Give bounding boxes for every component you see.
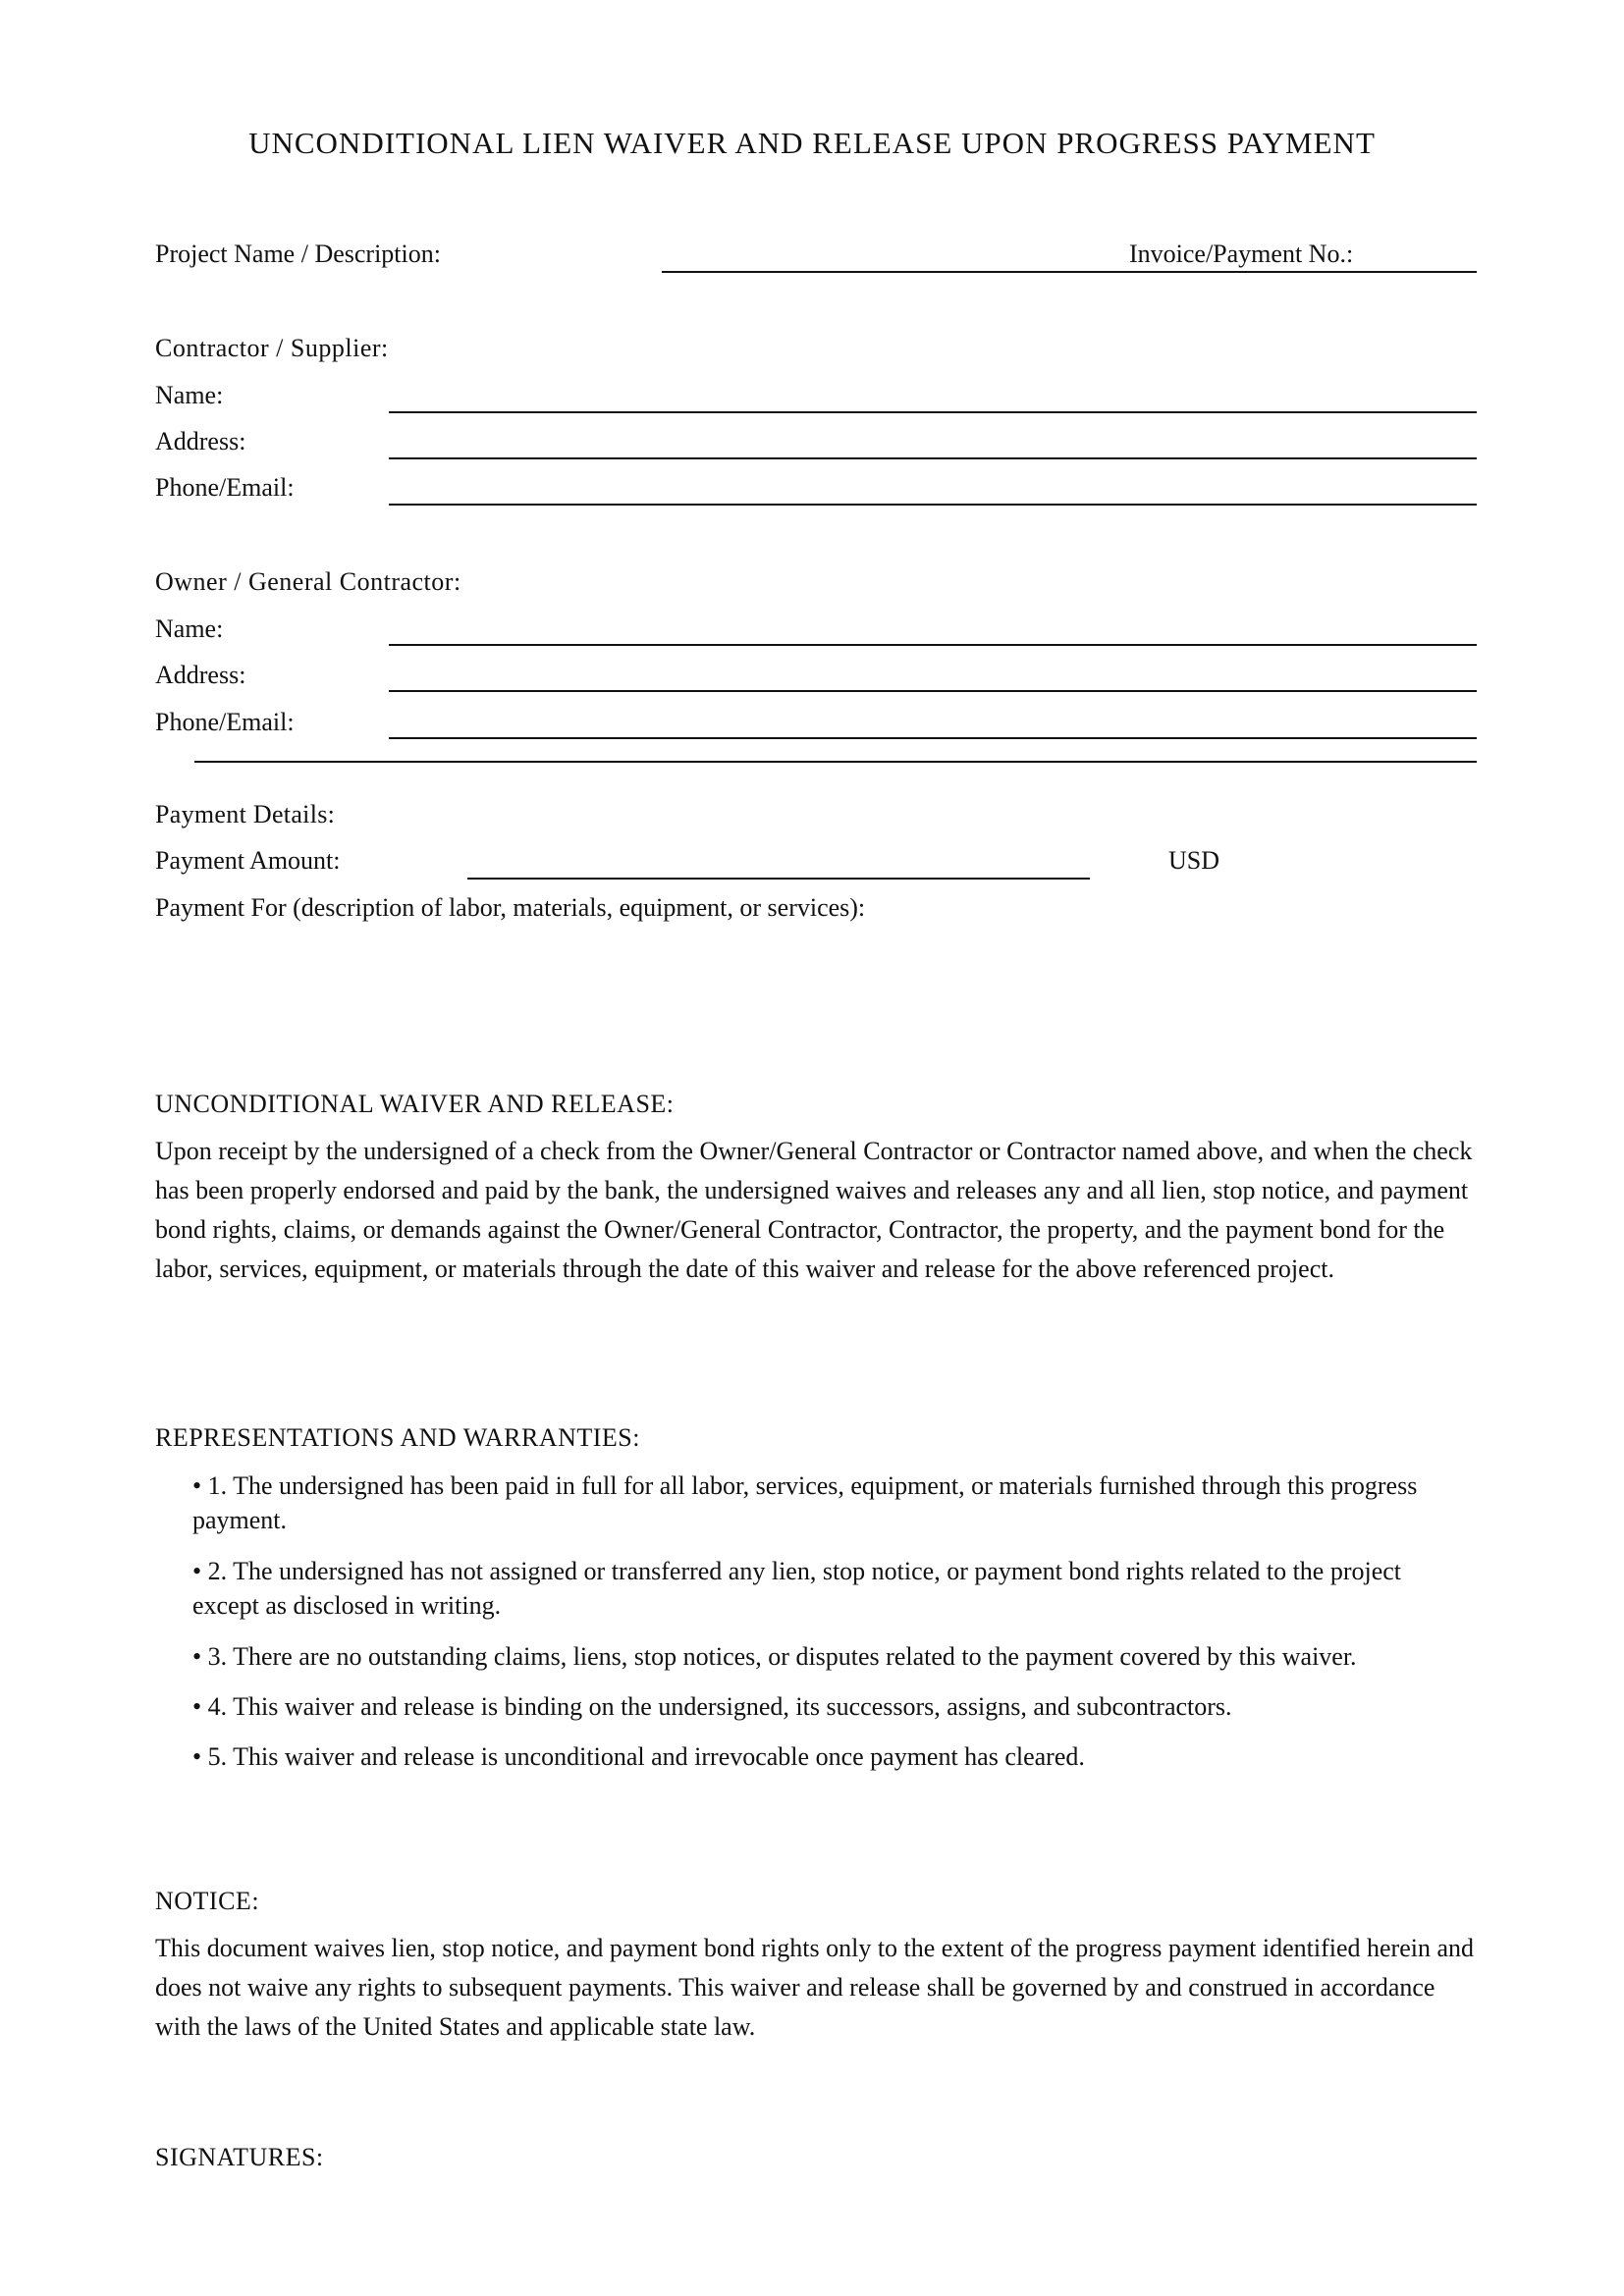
payment-amount-field[interactable]	[467, 878, 1090, 880]
contractor-address-field[interactable]	[389, 457, 1477, 459]
notice-heading: NOTICE:	[155, 1887, 260, 1915]
contractor-contact-label: Phone/Email:	[155, 473, 295, 502]
representation-item-2: • 2. The undersigned has not assigned or transferred any lien, stop notice, or payment bond rights related to the project except as disclosed in writing.	[192, 1557, 1402, 1620]
representation-item-4: • 4. This waiver and release is binding on the undersigned, its successors, assigns, and subcontractors.	[192, 1692, 1232, 1721]
representations-heading: REPRESENTATIONS AND WARRANTIES:	[155, 1423, 640, 1452]
invoice-number-label: Invoice/Payment No.:	[1129, 240, 1354, 268]
contractor-name-label: Name:	[155, 381, 224, 409]
owner-name-field[interactable]	[389, 644, 1477, 646]
owner-name-label: Name:	[155, 614, 224, 643]
representation-item-1: • 1. The undersigned has been paid in full for all labor, services, equipment, or materials furnished through this progress payment.	[192, 1471, 1418, 1534]
owner-address-field[interactable]	[389, 690, 1477, 692]
contractor-name-field[interactable]	[389, 411, 1477, 413]
project-name-field[interactable]	[662, 271, 1477, 273]
contractor-address-label: Address:	[155, 427, 246, 455]
waiver-heading: UNCONDITIONAL WAIVER AND RELEASE:	[155, 1090, 675, 1118]
owner-heading: Owner / General Contractor:	[155, 567, 461, 596]
owner-contact-field[interactable]	[389, 737, 1477, 739]
contractor-contact-field[interactable]	[389, 504, 1477, 506]
contractor-heading: Contractor / Supplier:	[155, 334, 389, 362]
waiver-body: Upon receipt by the undersigned of a check from the Owner/General Contractor or Contractor named above, and when the check has been properly endorsed and paid by the bank, the undersigned waives and releases any and all lien, stop notice, and payment bond rights, claims, or demands against the Owner/General Contractor, Contractor, the property, and the payment bond for the labor, services, equipment, or materials through the date of this waiver and release for the above referenced project.	[155, 1137, 1473, 1283]
payment-amount-label: Payment Amount:	[155, 846, 341, 875]
currency-label: USD	[1168, 846, 1220, 875]
project-name-label: Project Name / Description:	[155, 240, 441, 268]
payment-for-label: Payment For (description of labor, materials, equipment, or services):	[155, 893, 866, 922]
representation-item-3: • 3. There are no outstanding claims, liens, stop notices, or disputes related to the payment covered by this waiver.	[192, 1642, 1357, 1671]
section-divider	[194, 761, 1477, 763]
notice-body: This document waives lien, stop notice, and payment bond rights only to the extent of the progress payment identified herein and does not waive any rights to subsequent payments. This waiver and release shall be governed by and construed in accordance with the laws of the United States and applicable state law.	[155, 1934, 1475, 2041]
payment-heading: Payment Details:	[155, 800, 336, 828]
signatures-heading: SIGNATURES:	[155, 2143, 324, 2171]
owner-contact-label: Phone/Email:	[155, 708, 295, 736]
representation-item-5: • 5. This waiver and release is unconditional and irrevocable once payment has cleared.	[192, 1742, 1085, 1771]
owner-address-label: Address:	[155, 661, 246, 689]
document-title: UNCONDITIONAL LIEN WAIVER AND RELEASE UPON PROGRESS PAYMENT	[248, 126, 1376, 160]
